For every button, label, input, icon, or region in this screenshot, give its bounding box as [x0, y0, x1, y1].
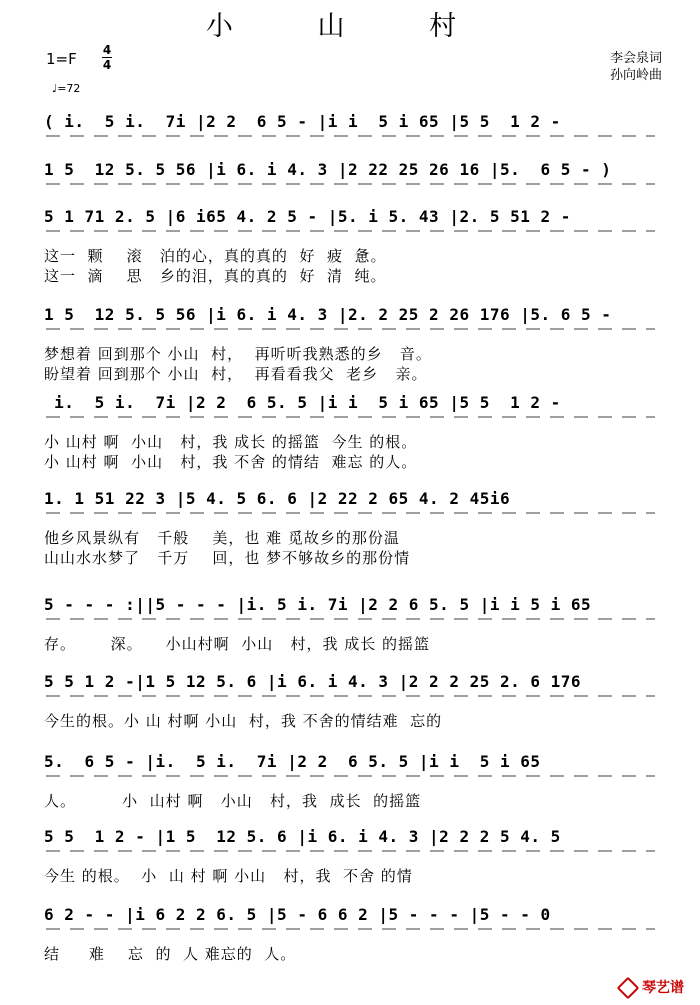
- notation-line: ( i. 5 i. 7i |2 2 6 5 - |i i 5 i 65 |5 5 1 2 -: [44, 112, 561, 131]
- lyric-line: 梦想着 回到那个 小山 村， 再听听我熟悉的乡 音。: [44, 345, 432, 363]
- lyric-line: 盼望着 回到那个 小山 村， 再看看我父 老乡 亲。: [44, 365, 428, 383]
- tempo-marking: ♩=72: [52, 82, 81, 95]
- lyric-line: 这一 滴 思 乡的泪，真的真的 好 清 纯。: [44, 267, 387, 285]
- lyric-line: 今生的根。小 山 村啊 小山 村，我 不舍的情结难 忘的: [44, 712, 443, 730]
- meter-bottom: 4: [102, 58, 112, 72]
- notation-line: 5 5 1 2 - |1 5 12 5. 6 |i 6. i 4. 3 |2 2 2 5 4. 5: [44, 827, 561, 846]
- notation-line: 5 5 1 2 -|1 5 12 5. 6 |i 6. i 4. 3 |2 2 2 25 2. 6 176: [44, 672, 582, 691]
- lyric-line: 今生 的根。 小 山 村 啊 小山 村，我 不舍 的情: [44, 867, 413, 885]
- lyric-line: 山山水水梦了 千万 回，也 梦不够故乡的那份情: [44, 549, 411, 567]
- notation-line: 5 - - - :||5 - - - |i. 5 i. 7i |2 2 6 5. 5 |i i 5 i 65: [44, 595, 592, 614]
- meter-top: 4: [102, 43, 112, 57]
- logo-text: 琴艺谱: [642, 980, 684, 996]
- key-signature: 1=F: [46, 50, 77, 68]
- lyric-line: 存。 深。 小山村啊 小山 村，我 成长 的摇篮: [44, 635, 431, 653]
- notation-line: 6 2 - - |i 6 2 2 6. 5 |5 - 6 6 2 |5 - - - |5 - - 0: [44, 905, 551, 924]
- song-title: 小 山 村: [205, 11, 495, 42]
- notation-line: i. 5 i. 7i |2 2 6 5. 5 |i i 5 i 65 |5 5 1 2 -: [44, 393, 561, 412]
- notation-line: 5 1 71 2. 5 |6 i65 4. 2 5 - |5. i 5. 43 |2. 5 51 2 -: [44, 207, 571, 226]
- lyricist: 李会泉词: [609, 51, 662, 66]
- lyric-line: 结 难 忘 的 人 难忘的 人。: [44, 945, 297, 963]
- composer: 孙向岭曲: [609, 68, 662, 83]
- notation-line: 1. 1 51 22 3 |5 4. 5 6. 6 |2 22 2 65 4. 2 45i6: [44, 489, 511, 508]
- notation-line: 1 5 12 5. 5 56 |i 6. i 4. 3 |2. 2 25 2 26 176 |5. 6 5 -: [44, 305, 612, 324]
- lyric-line: 这一 颗 滚 泊的心，真的真的 好 疲 惫。: [44, 247, 387, 265]
- lyric-line: 他乡风景纵有 千般 美，也 难 觅故乡的那份温: [44, 529, 400, 547]
- logo-icon: [617, 977, 640, 1000]
- lyric-line: 小 山村 啊 小山 村，我 不舍 的情结 难忘 的人。: [44, 453, 418, 471]
- lyric-line: 人。 小 山村 啊 小山 村，我 成长 的摇篮: [44, 792, 422, 810]
- lyric-line: 小 山村 啊 小山 村，我 成长 的摇篮 今生 的根。: [44, 433, 418, 451]
- notation-line: 5. 6 5 - |i. 5 i. 7i |2 2 6 5. 5 |i i 5 i 65: [44, 752, 541, 771]
- site-logo: [620, 977, 684, 997]
- notation-line: 1 5 12 5. 5 56 |i 6. i 4. 3 |2 22 25 26 16 |5. 6 5 - ): [44, 160, 612, 179]
